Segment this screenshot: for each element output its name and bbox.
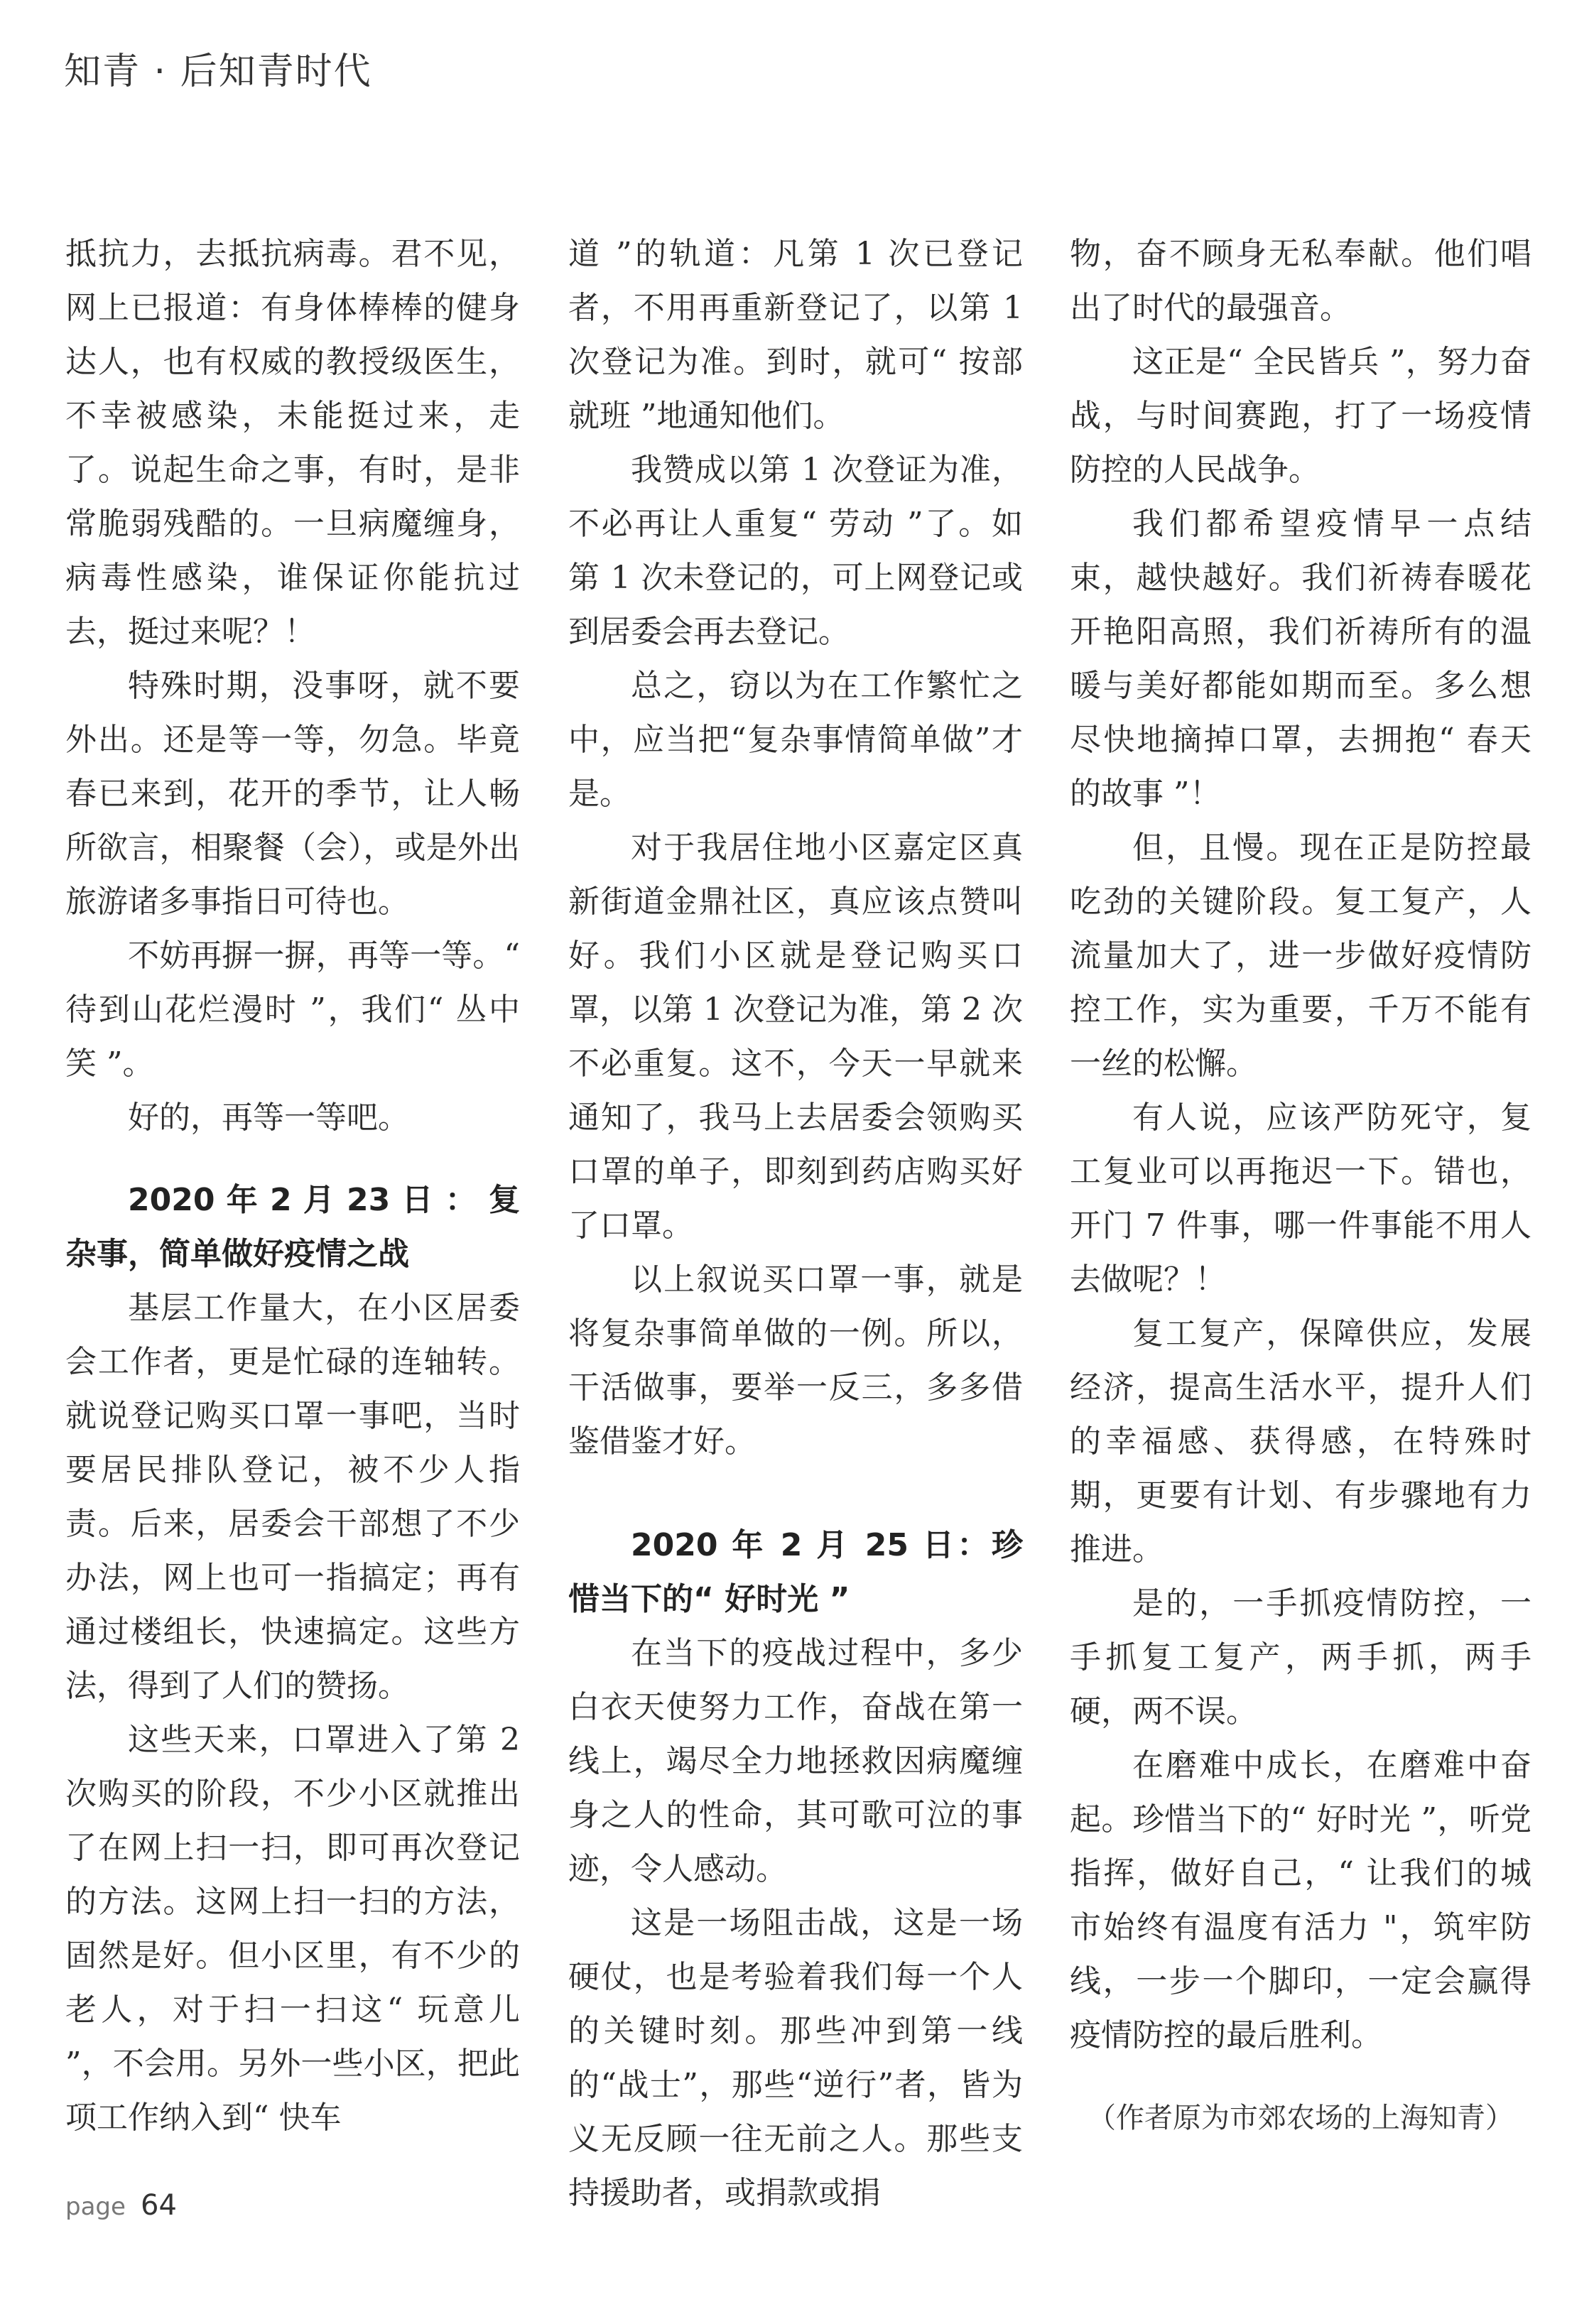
paragraph: 我们都希望疫情早一点结束，越快越好。我们祈祷春暖花开艳阳高照，我们祈祷所有的温暖与美好都能如期而至。多么想尽快地摘掉口罩，去拥抱“ 春天的故事 ”！ xyxy=(1070,506,1531,812)
paragraph: 不妨再摒一摒，再等一等。“ 待到山花烂漫时 ”，我们“ 丛中笑 ”。 xyxy=(65,938,520,1082)
paragraph: 好的，再等一等吧。 xyxy=(128,1099,409,1136)
paragraph: 这是一场阻击战，这是一场硬仗，也是考验着我们每一个人的关键时刻。那些冲到第一线的“战士”，那些“逆行”者，皆为义无反顾一往无前之人。那些支持援助者，或捐款或捐 xyxy=(568,1905,1023,2211)
paragraph: 物，奋不顾身无私奉献。他们唱出了时代的最强音。 xyxy=(1070,236,1531,326)
paragraph: 特殊时期，没事呀，就不要外出。还是等一等，勿急。毕竟春已来到，花开的季节，让人畅所欲言，相聚餐（会），或是外出旅游诸多事指日可待也。 xyxy=(65,668,520,920)
author-byline: （作者原为市郊农场的上海知青） xyxy=(1088,2102,1514,2134)
paragraph: 是的，一手抓疫情防控，一手抓复工复产，两手抓，两手硬，两不误。 xyxy=(1070,1585,1531,1730)
section-spacer xyxy=(65,1145,520,1173)
column-3 xyxy=(1070,227,1531,2145)
section-heading: 2020 年 2 月 25 日：珍惜当下的“ 好时光 ” xyxy=(568,1527,1023,1617)
paragraph: 这些天来，口罩进入了第 2 次购买的阶段，不少小区就推出了在网上扫一扫，即可再次登记的方法。这网上扫一扫的方法，固然是好。但小区里，有不少的老人，对于扫一扫这“ 玩意儿 ”，不会用。另外一些小区，把此项工作纳入到“ 快车 xyxy=(65,1722,520,2136)
section-spacer xyxy=(1070,2063,1531,2091)
paragraph: 但，且慢。现在正是防控最吃劲的关键阶段。复工复产，人流量加大了，进一步做好疫情防控工作，实为重要，千万不能有一丝的松懈。 xyxy=(1070,830,1531,1082)
running-header: 知青 · 后知青时代 xyxy=(64,50,372,93)
section-heading: 2020 年 2 月 23 日 ： 复杂事，简单做好疫情之战 xyxy=(65,1182,520,1272)
paragraph: 有人说，应该严防死守，复工复业可以再拖迟一下。错也，开门 7 件事，哪一件事能不用人去做呢？！ xyxy=(1070,1099,1531,1298)
paragraph: 在磨难中成长，在磨难中奋起。珍惜当下的“ 好时光 ”，听党指挥，做好自己，“ 让我们的城市始终有温度有活力 "，筑牢防线，一步一个脚印，一定会赢得疫情防控的最后胜利。 xyxy=(1070,1747,1531,2053)
page-footer xyxy=(65,2189,177,2222)
column-1 xyxy=(65,227,520,2145)
paragraph: 以上叙说买口罩一事，就是将复杂事简单做的一例。所以，干活做事，要举一反三，多多借鉴借鉴才好。 xyxy=(568,1261,1023,1460)
paragraph: 在当下的疫战过程中，多少白衣天使努力工作，奋战在第一线上，竭尽全力地拯救因病魔缠身之人的性命，其可歌可泣的事迹，令人感动。 xyxy=(568,1635,1023,1887)
paragraph: 这正是“ 全民皆兵 ”，努力奋战，与时间赛跑，打了一场疫情防控的人民战争。 xyxy=(1070,344,1531,488)
paragraph: 道 ”的轨道：凡第 1 次已登记者，不用再重新登记了，以第 1 次登记为准。到时，就可“ 按部就班 ”地通知他们。 xyxy=(568,236,1023,434)
paragraph: 基层工作量大，在小区居委会工作者，更是忙碌的连轴转。就说登记购买口罩一事吧，当时要居民排队登记，被不少人指责。后来，居委会干部想了不少办法，网上也可一指搞定；再有通过楼组长，快速搞定。这些方法，得到了人们的赞扬。 xyxy=(65,1290,520,1704)
paragraph: 抵抗力，去抵抗病毒。君不见，网上已报道：有身体棒棒的健身达人，也有权威的教授级医生，不幸被感染，未能挺过来，走了。说起生命之事，有时，是非常脆弱残酷的。一旦病魔缠身，病毒性感染，谁保证你能抗过去，挺过来呢？！ xyxy=(65,236,520,650)
paragraph: 总之，窃以为在工作繁忙之中，应当把“复杂事情简单做”才是。 xyxy=(568,668,1023,812)
paragraph: 对于我居住地小区嘉定区真新街道金鼎社区，真应该点赞叫好。我们小区就是登记购买口罩，以第 1 次登记为准，第 2 次不必重复。这不，今天一早就来通知了，我马上去居委会领购买口罩的单子，即刻到药店购买好了口罩。 xyxy=(568,830,1023,1244)
page-label: page xyxy=(65,2193,126,2221)
page-number: 64 xyxy=(141,2189,177,2222)
column-2 xyxy=(568,227,1023,2220)
paragraph: 复工复产，保障供应，发展经济，提高生活水平，提升人们的幸福感、获得感，在特殊时期，更要有计划、有步骤地有力推进。 xyxy=(1070,1315,1531,1568)
paragraph: 我赞成以第 1 次登证为准，不必再让人重复“ 劳动 ”了。如第 1 次未登记的，可上网登记或到居委会再去登记。 xyxy=(568,452,1023,650)
section-spacer xyxy=(568,1469,1023,1519)
